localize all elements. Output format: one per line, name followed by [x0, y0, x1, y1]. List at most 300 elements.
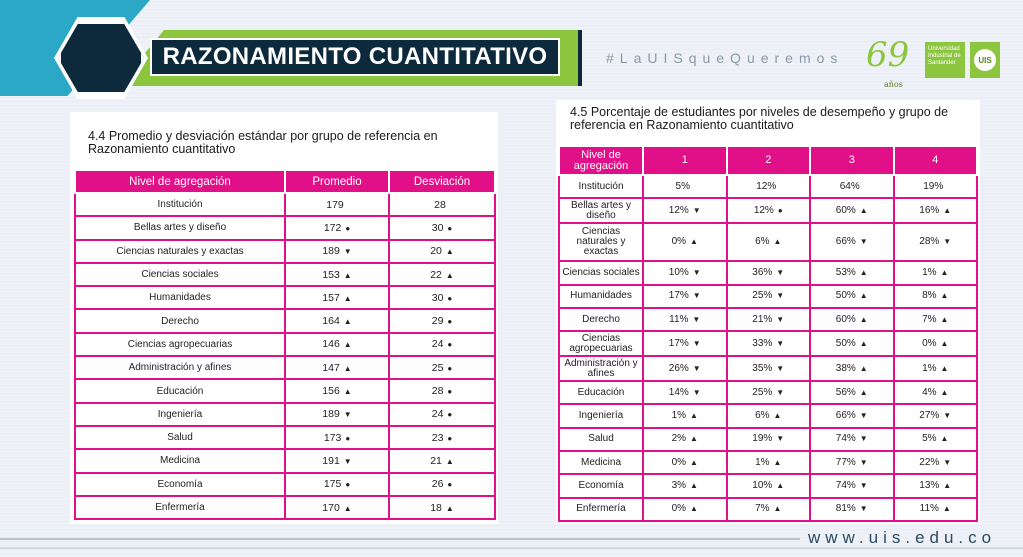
sd-cell	[389, 333, 495, 356]
mean-value: 153	[322, 268, 340, 281]
mean-value: 189	[322, 245, 340, 258]
table-row	[75, 240, 495, 263]
group-name: Ciencias sociales	[559, 261, 643, 284]
level-cell	[643, 451, 727, 474]
group-name: Derecho	[559, 308, 643, 331]
level-cell	[643, 404, 727, 427]
table-row	[75, 216, 495, 239]
level-marker: ▼	[776, 434, 785, 444]
table-header-row	[559, 146, 977, 175]
sd-cell	[389, 403, 495, 426]
mean-marker: ●	[345, 433, 351, 443]
sd-value: 23	[431, 431, 444, 444]
table-row	[75, 426, 495, 449]
level-marker: ▼	[692, 291, 701, 301]
left-section-title: 4.4 Promedio y desviación estándar por grupo de referencia en Razonamiento cuantitativo	[88, 129, 438, 156]
level-marker: ▲	[940, 291, 949, 301]
level-marker: ▲	[940, 363, 949, 373]
level-cell	[727, 474, 811, 497]
mean-marker: ▲	[343, 340, 352, 350]
table-row	[75, 496, 495, 519]
level-cell	[643, 331, 727, 356]
level-marker: ▲	[773, 237, 782, 247]
level-value: 35%	[752, 362, 773, 374]
level-marker: ▼	[859, 434, 868, 444]
sd-value: 30	[431, 221, 444, 234]
level-value: 2%	[671, 433, 687, 445]
level-marker: ▲	[859, 338, 868, 348]
table-row	[559, 474, 977, 497]
page-title-box	[150, 38, 560, 76]
level-cell	[727, 285, 811, 308]
level-cell	[894, 198, 978, 223]
group-name: Institución	[75, 193, 285, 216]
level-marker: ▼	[776, 338, 785, 348]
level-value: 17%	[668, 290, 689, 302]
level-cell	[894, 175, 978, 198]
sd-value: 22	[430, 268, 442, 281]
level-marker: ▲	[773, 411, 782, 421]
level-cell	[810, 428, 894, 451]
group-name: Enfermería	[559, 498, 643, 521]
level-value: 50%	[835, 290, 856, 302]
column-header: 4	[894, 146, 978, 175]
level-marker: ▲	[690, 411, 698, 421]
level-cell	[810, 261, 894, 284]
level-value: 74%	[835, 433, 856, 445]
group-name: Institución	[559, 175, 643, 198]
level-cell	[727, 331, 811, 356]
sd-value: 20	[430, 245, 442, 258]
level-cell	[810, 331, 894, 356]
sd-marker: ●	[447, 363, 453, 373]
column-header: Nivel de agregación	[75, 170, 285, 193]
sd-marker: ▲	[445, 247, 454, 257]
level-cell	[894, 356, 978, 381]
group-name: Economía	[75, 473, 285, 496]
level-value: 0%	[671, 236, 687, 248]
level-cell	[894, 498, 978, 521]
level-marker: ▲	[690, 504, 698, 514]
sd-value: 21	[430, 454, 442, 467]
level-marker: ▼	[692, 205, 701, 215]
group-name: Enfermería	[75, 496, 285, 519]
level-cell	[727, 223, 811, 261]
group-name: Medicina	[559, 451, 643, 474]
level-value: 66%	[835, 410, 856, 422]
level-marker: ▼	[943, 237, 952, 247]
level-value: 22%	[919, 456, 940, 468]
level-marker: ▲	[859, 314, 868, 324]
level-value: 74%	[835, 480, 856, 492]
level-value: 25%	[752, 290, 773, 302]
level-value: 1%	[922, 266, 937, 278]
level-marker: ▲	[773, 457, 782, 467]
group-name: Humanidades	[75, 286, 285, 309]
level-marker: ▼	[776, 291, 785, 301]
level-value: 60%	[835, 313, 856, 325]
level-value: 1%	[755, 456, 770, 468]
university-name-logo: Universidad Industrial de Santander	[925, 42, 965, 78]
level-marker: ▼	[692, 363, 701, 373]
group-name: Ciencias agropecuarias	[75, 333, 285, 356]
level-value: 7%	[755, 503, 770, 515]
level-value: 1%	[922, 362, 937, 374]
mean-value: 189	[322, 408, 340, 421]
level-value: 8%	[922, 290, 937, 302]
group-name: Economía	[559, 474, 643, 497]
table-row	[75, 286, 495, 309]
mean-cell	[285, 426, 389, 449]
sd-cell	[389, 193, 495, 216]
group-name: Administración y afines	[559, 356, 643, 381]
level-marker: ▲	[859, 205, 868, 215]
mean-value: 170	[322, 501, 340, 514]
level-value: 0%	[671, 503, 687, 515]
table-row	[559, 331, 977, 356]
level-cell	[810, 175, 894, 198]
anniversary-logo	[866, 35, 918, 89]
group-name: Medicina	[75, 449, 285, 472]
mean-marker: ●	[345, 480, 351, 490]
level-marker: ▼	[859, 457, 868, 467]
level-cell	[643, 175, 727, 198]
group-name: Bellas artes y diseño	[559, 198, 643, 223]
mean-value: 164	[322, 315, 340, 328]
level-value: 66%	[835, 236, 856, 248]
table-row	[559, 223, 977, 261]
level-marker: ▲	[940, 434, 949, 444]
level-cell	[810, 198, 894, 223]
mean-marker: ▲	[343, 387, 352, 397]
table-row	[559, 451, 977, 474]
table-row	[559, 261, 977, 284]
sd-cell	[389, 240, 495, 263]
level-value: 7%	[922, 313, 937, 325]
level-marker: ▼	[776, 267, 785, 277]
level-value: 25%	[752, 386, 773, 398]
level-marker: ▲	[943, 481, 952, 491]
level-marker: ▼	[776, 363, 785, 373]
level-cell	[810, 308, 894, 331]
sd-marker: ●	[447, 387, 453, 397]
level-value: 1%	[671, 410, 687, 422]
mean-marker: ▲	[343, 503, 352, 513]
mean-value: 175	[323, 478, 342, 491]
level-marker: ▲	[940, 267, 949, 277]
column-header: 3	[810, 146, 894, 175]
sd-value: 30	[431, 291, 444, 304]
level-marker: ▲	[859, 387, 868, 397]
group-name: Educación	[75, 379, 285, 402]
anniversary-sub: años	[884, 80, 903, 89]
level-marker: ▼	[859, 411, 868, 421]
level-value: 19%	[752, 433, 773, 445]
level-cell	[810, 498, 894, 521]
level-value: 0%	[671, 456, 687, 468]
mean-value: 191	[322, 454, 340, 467]
footer-line	[0, 538, 800, 540]
sd-value: 29	[431, 315, 444, 328]
level-cell	[727, 428, 811, 451]
page-title: RAZONAMIENTO CUANTITATIVO	[162, 43, 548, 70]
group-name: Educación	[559, 381, 643, 404]
level-value: 5%	[922, 433, 937, 445]
level-cell	[727, 175, 811, 198]
table-header-row	[75, 170, 495, 193]
table-row	[75, 263, 495, 286]
table-row	[75, 379, 495, 402]
level-marker: ▼	[692, 267, 701, 277]
level-cell	[894, 381, 978, 404]
group-name: Ciencias naturales y exactas	[75, 240, 285, 263]
mean-value: 147	[322, 361, 340, 374]
sd-value: 25	[431, 361, 444, 374]
level-value: 5%	[675, 180, 690, 192]
table-row	[559, 498, 977, 521]
level-value: 26%	[668, 362, 689, 374]
footer-url: www.uis.edu.co	[808, 528, 997, 547]
level-cell	[810, 285, 894, 308]
sd-cell	[389, 356, 495, 379]
level-value: 10%	[752, 480, 773, 492]
sd-marker: ●	[447, 223, 453, 233]
level-value: 21%	[752, 313, 773, 325]
level-value: 81%	[835, 503, 856, 515]
table-row	[559, 198, 977, 223]
sd-value: 18	[430, 501, 442, 514]
sd-marker: ▲	[445, 270, 454, 280]
level-cell	[643, 308, 727, 331]
level-value: 10%	[668, 266, 689, 278]
level-value: 6%	[755, 410, 770, 422]
level-cell	[810, 404, 894, 427]
level-cell	[894, 261, 978, 284]
level-value: 77%	[835, 456, 856, 468]
table-row	[559, 308, 977, 331]
group-name: Ingeniería	[75, 403, 285, 426]
mean-value: 179	[326, 198, 344, 211]
mean-marker: ▲	[343, 363, 352, 373]
level-marker: ▼	[776, 314, 785, 324]
level-value: 53%	[835, 266, 856, 278]
level-value: 12%	[756, 180, 777, 192]
sd-cell	[389, 286, 495, 309]
level-marker: ▲	[773, 504, 782, 514]
mean-cell	[285, 379, 389, 402]
anniversary-number: 69	[866, 35, 910, 75]
table-row	[559, 285, 977, 308]
level-value: 11%	[669, 313, 689, 325]
mean-cell	[285, 263, 389, 286]
mean-cell	[285, 193, 389, 216]
level-value: 33%	[752, 337, 773, 349]
level-cell	[894, 474, 978, 497]
level-value: 0%	[922, 337, 937, 349]
level-marker: ▲	[942, 504, 951, 514]
sd-value: 28	[434, 198, 446, 211]
table-row	[75, 356, 495, 379]
mean-marker: ▲	[343, 270, 352, 280]
mean-marker: ▼	[343, 456, 352, 466]
sd-cell	[389, 216, 495, 239]
sd-marker: ●	[447, 410, 453, 420]
level-cell	[894, 285, 978, 308]
level-marker: ▼	[943, 457, 952, 467]
level-cell	[894, 428, 978, 451]
uis-seal-icon: UIS	[974, 49, 996, 71]
level-value: 64%	[839, 180, 860, 192]
level-cell	[643, 474, 727, 497]
group-name: Ciencias naturales y exactas	[559, 223, 643, 261]
level-marker: ▲	[690, 457, 698, 467]
level-cell	[810, 381, 894, 404]
level-cell	[643, 498, 727, 521]
level-marker: ▼	[692, 338, 701, 348]
level-value: 56%	[835, 386, 856, 398]
level-cell	[727, 308, 811, 331]
mean-cell	[285, 333, 389, 356]
level-cell	[894, 404, 978, 427]
mean-cell	[285, 496, 389, 519]
mean-marker: ▼	[343, 410, 352, 420]
level-marker: ▼	[943, 411, 952, 421]
column-header: Promedio	[285, 170, 389, 193]
level-value: 11%	[919, 503, 939, 515]
group-name: Ciencias sociales	[75, 263, 285, 286]
level-cell	[643, 261, 727, 284]
uis-seal-logo	[970, 42, 1000, 78]
mean-value: 173	[323, 431, 342, 444]
level-value: 6%	[755, 236, 770, 248]
sd-marker: ●	[447, 317, 453, 327]
sd-value: 26	[431, 478, 444, 491]
level-cell	[810, 451, 894, 474]
level-marker: ▲	[690, 481, 698, 491]
table-row	[75, 403, 495, 426]
performance-levels-table	[558, 145, 978, 522]
column-header: 1	[643, 146, 727, 175]
level-cell	[727, 198, 811, 223]
level-cell	[727, 451, 811, 474]
mean-cell	[285, 473, 389, 496]
sd-marker: ●	[447, 433, 453, 443]
level-value: 14%	[668, 386, 689, 398]
table-row	[559, 381, 977, 404]
level-marker: ▼	[776, 387, 785, 397]
table-row	[559, 404, 977, 427]
level-value: 12%	[668, 204, 689, 216]
sd-cell	[389, 449, 495, 472]
mean-cell	[285, 356, 389, 379]
sd-value: 24	[431, 408, 444, 421]
level-cell	[643, 428, 727, 451]
level-cell	[727, 381, 811, 404]
level-cell	[810, 223, 894, 261]
mean-marker: ●	[345, 223, 351, 233]
level-cell	[894, 223, 978, 261]
level-marker: ▼	[692, 314, 701, 324]
level-value: 27%	[919, 410, 940, 422]
table-row	[559, 356, 977, 381]
level-value: 60%	[835, 204, 856, 216]
title-divider	[578, 30, 582, 86]
level-marker: ▲	[859, 267, 868, 277]
level-marker: ▲	[690, 237, 698, 247]
mean-cell	[285, 309, 389, 332]
level-value: 13%	[919, 480, 940, 492]
sd-cell	[389, 309, 495, 332]
group-name: Derecho	[75, 309, 285, 332]
mean-value: 172	[323, 221, 342, 234]
level-marker: ▲	[940, 338, 949, 348]
sd-cell	[389, 473, 495, 496]
level-marker: ▼	[859, 481, 868, 491]
level-value: 16%	[919, 204, 940, 216]
level-value: 3%	[671, 480, 687, 492]
group-name: Bellas artes y diseño	[75, 216, 285, 239]
mean-sd-table	[74, 169, 496, 520]
level-marker: ▼	[859, 237, 868, 247]
group-name: Salud	[559, 428, 643, 451]
column-header: Nivel de agregación	[559, 146, 643, 175]
level-cell	[727, 356, 811, 381]
sd-marker: ▲	[445, 503, 454, 513]
level-cell	[727, 404, 811, 427]
sd-value: 24	[431, 338, 444, 351]
sd-cell	[389, 496, 495, 519]
level-cell	[894, 308, 978, 331]
table-row	[75, 309, 495, 332]
table-row	[75, 193, 495, 216]
level-marker: ▲	[940, 314, 949, 324]
group-name: Ciencias agropecuarias	[559, 331, 643, 356]
level-cell	[643, 198, 727, 223]
level-cell	[643, 223, 727, 261]
right-section-title: 4.5 Porcentaje de estudiantes por niveles de desempeño y grupo de referencia en Razonamiento cuantitativo	[570, 105, 949, 132]
group-name: Salud	[75, 426, 285, 449]
level-marker: ▼	[692, 387, 701, 397]
mean-marker: ▲	[343, 293, 352, 303]
column-header: Desviación	[389, 170, 495, 193]
mean-cell	[285, 286, 389, 309]
mean-value: 146	[322, 338, 340, 351]
table-row	[75, 473, 495, 496]
sd-marker: ●	[447, 480, 453, 490]
level-marker: ▲	[859, 291, 868, 301]
level-marker: ▲	[943, 205, 952, 215]
level-marker: ▲	[776, 481, 785, 491]
level-value: 36%	[752, 266, 773, 278]
level-cell	[643, 285, 727, 308]
hashtag-text: #LaUISqueQueremos	[606, 50, 844, 66]
sd-cell	[389, 426, 495, 449]
group-name: Administración y afines	[75, 356, 285, 379]
mean-cell	[285, 403, 389, 426]
level-marker: ▲	[859, 363, 868, 373]
level-cell	[810, 356, 894, 381]
sd-cell	[389, 379, 495, 402]
level-marker: ●	[777, 205, 783, 215]
mean-marker: ▲	[343, 317, 352, 327]
level-marker: ▲	[690, 434, 698, 444]
level-value: 4%	[922, 386, 937, 398]
level-cell	[727, 498, 811, 521]
group-name: Ingeniería	[559, 404, 643, 427]
level-value: 28%	[919, 236, 940, 248]
level-value: 50%	[835, 337, 856, 349]
table-row	[75, 449, 495, 472]
